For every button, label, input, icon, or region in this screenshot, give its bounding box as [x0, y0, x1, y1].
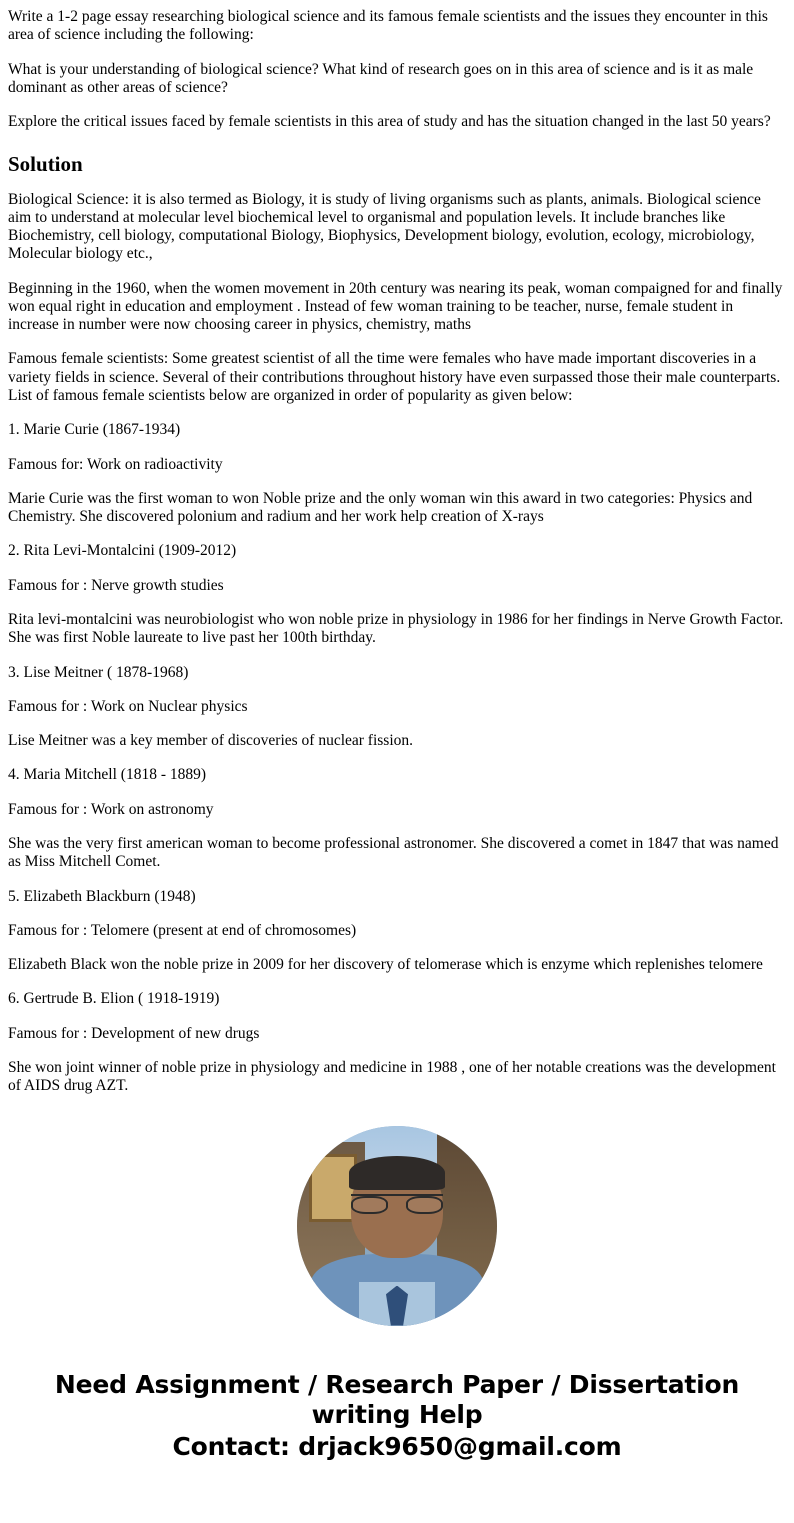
scientist-entry-description: Marie Curie was the first woman to won Noble prize and the only woman win this award in two categories: Physics and Chemistry. She discovered polonium and radium and her work help creation of X-rays — [8, 489, 753, 526]
scientist-entry-famous-for: Famous for: Work on radioactivity — [8, 455, 223, 473]
scientist-entry-name: 2. Rita Levi-Montalcini (1909-2012) — [8, 542, 237, 560]
glasses-icon — [351, 1194, 443, 1214]
scientist-entry-description: She was the very first american woman to become professional astronomer. She discovered a comet in 1847 that was named as Miss Mitchell Comet. — [8, 834, 779, 871]
footer-line-2: writing Help — [311, 1399, 483, 1429]
solution-paragraph: Famous female scientists: Some greatest scientist of all the time were females who have made important discoveries in a variety fields in science. Several of their contributions throughout history have even surpassed those their male counterparts. List of famous female scientists below are organized in order of popularity as given below: — [8, 350, 781, 405]
solution-heading: Solution — [8, 152, 83, 177]
prompt-paragraph: Write a 1-2 page essay researching biological science and its famous female scientists and the issues they encounter in this area of science including the following: — [8, 8, 768, 44]
avatar — [297, 1126, 497, 1326]
scientist-entry-name: 1. Marie Curie (1867-1934) — [8, 421, 181, 439]
scientist-entry-name: 3. Lise Meitner ( 1878-1968) — [8, 663, 189, 681]
scientist-entry-famous-for: Famous for : Work on Nuclear physics — [8, 697, 248, 715]
scientist-entry-description: Elizabeth Black won the noble prize in 2009 for her discovery of telomerase which is enzyme which replenishes telomere — [8, 956, 763, 974]
scientist-entry-famous-for: Famous for : Telomere (present at end of chromosomes) — [8, 921, 357, 939]
avatar-hair — [349, 1156, 445, 1190]
scientist-entry-description: Rita levi-montalcini was neurobiologist who won noble prize in physiology in 1986 for her findings in Nerve Growth Factor. She was first Noble laureate to live past her 100th birthday. — [8, 611, 784, 647]
solution-paragraph: Biological Science: it is also termed as Biology, it is study of living organisms such as plants, animals. Biological science aim to understand at molecular level biochemical level to organismal and population levels. It include branches like Biochemistry, cell biology, computational Biology, Biophysics, Development biology, evolution, ecology, microbiology, Molecular biology etc., — [8, 190, 761, 263]
scientist-entry-name: 4. Maria Mitchell (1818 - 1889) — [8, 766, 207, 784]
prompt-paragraph: What is your understanding of biological science? What kind of research goes on in this area of science and is it as male dominant as other areas of science? — [8, 60, 754, 96]
prompt-paragraph: Explore the critical issues faced by female scientists in this area of study and has the situation changed in the last 50 years? — [8, 113, 771, 131]
scientist-entry-famous-for: Famous for : Development of new drugs — [8, 1024, 260, 1042]
scientist-entry-famous-for: Famous for : Nerve growth studies — [8, 576, 224, 594]
scientist-entry-description: Lise Meitner was a key member of discoveries of nuclear fission. — [8, 732, 414, 750]
scientist-entry-description: She won joint winner of noble prize in physiology and medicine in 1988 , one of her notable creations was the development of AIDS drug AZT. — [8, 1058, 776, 1095]
scientist-entry-famous-for: Famous for : Work on astronomy — [8, 800, 214, 818]
footer-line-1: Need Assignment / Research Paper / Dissertation — [54, 1369, 740, 1399]
avatar-container — [8, 1126, 786, 1326]
solution-paragraph: Beginning in the 1960, when the women movement in 20th century was nearing its peak, woman compaigned for and finally won equal right in education and employment . Instead of few woman training to be teacher, nurse, female student in increase in number were now choosing career in physics, chemistry, maths — [8, 279, 783, 334]
scientist-entry-name: 6. Gertrude B. Elion ( 1918-1919) — [8, 990, 220, 1008]
footer-contact: Contact: drjack9650@gmail.com — [172, 1431, 622, 1461]
footer-banner — [8, 1370, 786, 1484]
scientist-entry-name: 5. Elizabeth Blackburn (1948) — [8, 887, 196, 905]
